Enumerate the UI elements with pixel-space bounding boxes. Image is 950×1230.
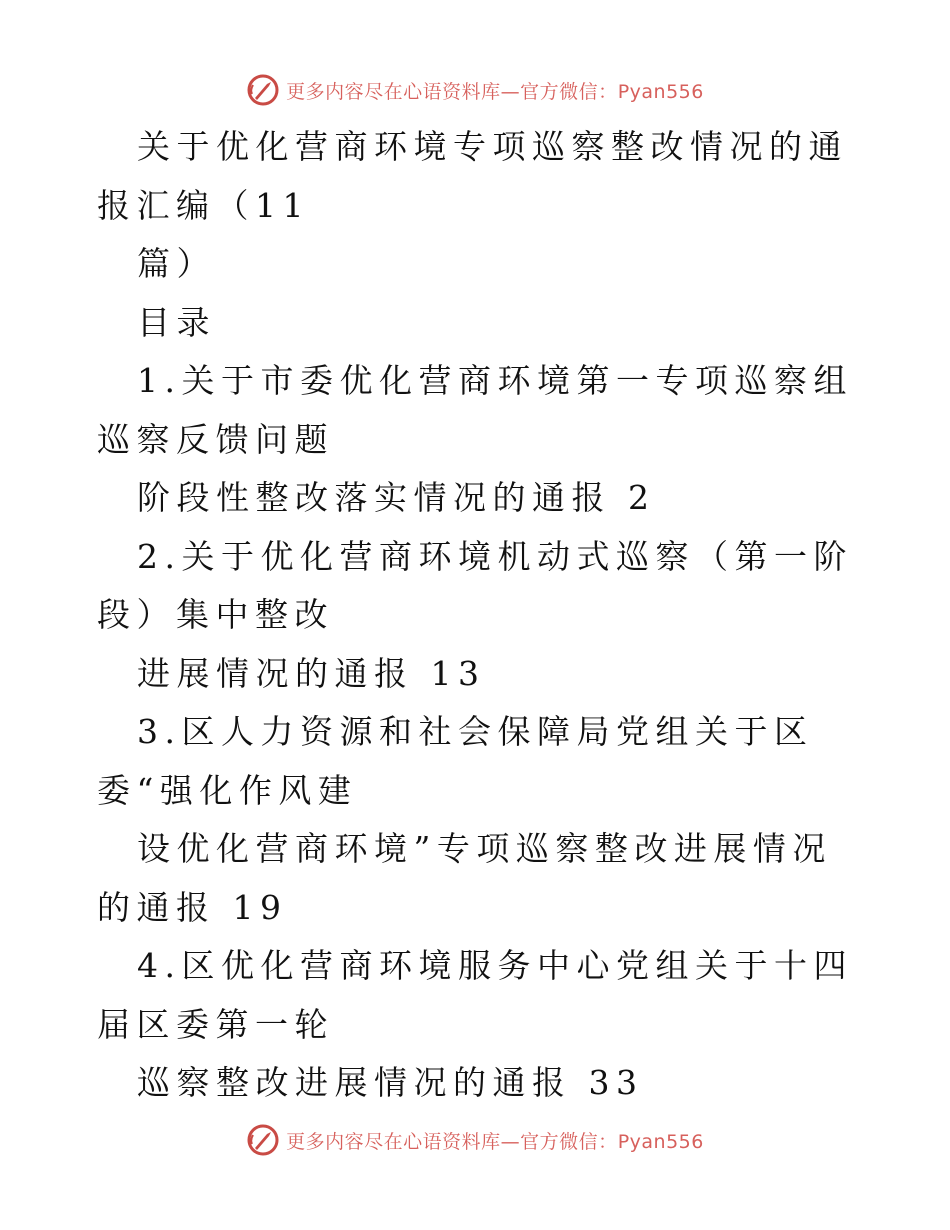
pen-nib-logo-icon — [246, 73, 280, 107]
header-banner — [0, 70, 950, 110]
toc-item-2: 2.关于优化营商环境机动式巡察（第一阶段）集中整改 — [97, 536, 853, 634]
footer-banner-text: 更多内容尽在心语资料库—官方微信：Pyan556 — [286, 1130, 704, 1153]
toc-item-3-continued: 设优化营商环境”专项巡察整改进展情况的通报 19 — [97, 829, 832, 927]
toc-item-4: 4.区优化营商环境服务中心党组关于十四届区委第一轮 — [97, 946, 853, 1044]
toc-item-1-continued: 阶段性整改落实情况的通报 2 — [137, 478, 656, 517]
document-body — [97, 118, 857, 1113]
footer-banner — [0, 1120, 950, 1160]
toc-heading: 目录 — [137, 302, 216, 342]
pen-nib-logo-icon — [246, 1123, 280, 1157]
doc-title-continued: 篇） — [137, 244, 216, 283]
toc-item-4-continued: 巡察整改进展情况的通报 33 — [137, 1063, 644, 1102]
header-banner-text: 更多内容尽在心语资料库—官方微信：Pyan556 — [286, 80, 704, 103]
toc-item-3: 3.区人力资源和社会保障局党组关于区委“强化作风建 — [97, 712, 814, 810]
toc-item-2-continued: 进展情况的通报 13 — [137, 653, 486, 693]
doc-title: 关于优化营商环境专项巡察整改情况的通报汇编（11 — [97, 127, 848, 225]
toc-item-1: 1.关于市委优化营商环境第一专项巡察组巡察反馈问题 — [97, 361, 853, 459]
